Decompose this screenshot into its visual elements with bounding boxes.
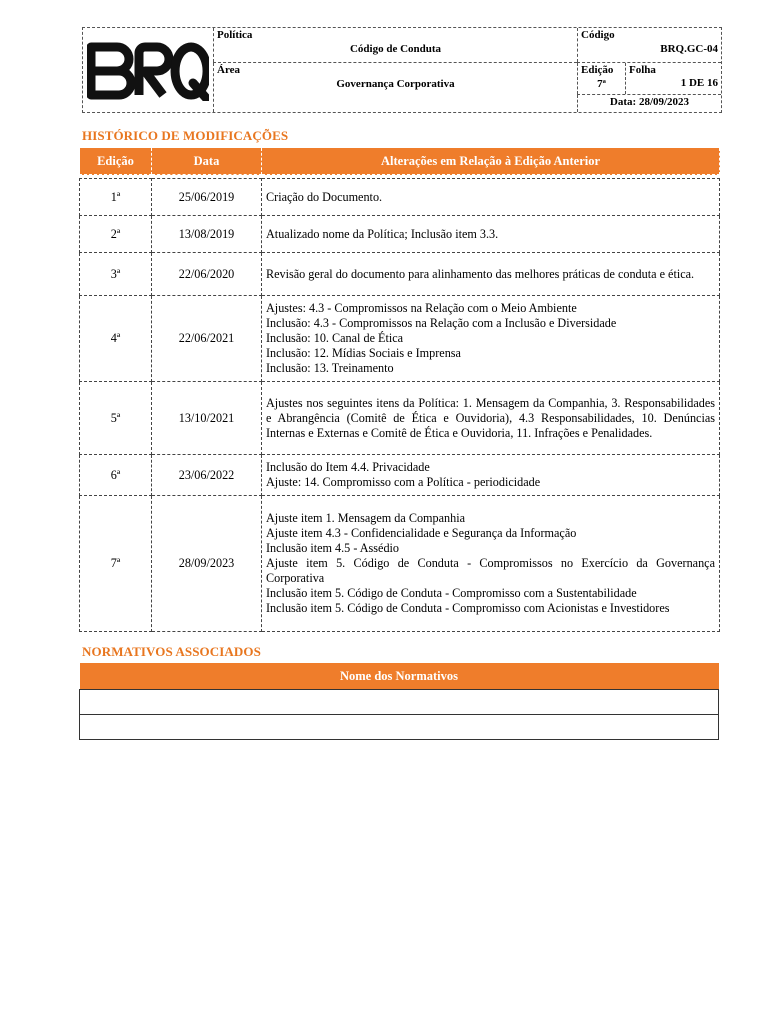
alteracao-line: Ajustes nos seguintes itens da Política: 1. Mensagem da Companhia, 3. Responsabilidades e Abrangência (Comitê de Ética e Ouvidoria), 4.3 Responsabilidades, 10. Denúncias Internas e Externas e Comitê de Ética e Ouvidoria, 11. Infrações e Penalidades. (266, 395, 715, 440)
col-header-nome-normativos: Nome dos Normativos (80, 663, 719, 690)
politica-value: Código de Conduta (349, 43, 442, 55)
edicao-cell: 4ª (80, 296, 152, 382)
alteracoes-cell (262, 455, 720, 496)
normativos-cell (80, 715, 719, 740)
normativos-title: NORMATIVOS ASSOCIADOS (82, 644, 261, 659)
history-table (79, 148, 720, 632)
alteracoes-cell (262, 253, 720, 296)
normativos-row (80, 715, 719, 740)
brq-logo-graphic (87, 39, 209, 101)
data-cell: 22/06/2021 (152, 296, 262, 382)
normativos-header-row (80, 663, 719, 690)
alteracao-line: Inclusão item 4.5 - Assédio (266, 541, 400, 555)
folha-label: Folha (629, 64, 656, 76)
codigo-cell (577, 28, 721, 62)
history-header-row (80, 148, 720, 175)
data-cell: 23/06/2022 (152, 455, 262, 496)
politica-cell (213, 28, 577, 62)
alteracao-line: Inclusão item 5. Código de Conduta - Compromisso com a Sustentabilidade (266, 586, 637, 600)
alteracao-line: Ajuste item 4.3 - Confidencialidade e Segurança da Informação (266, 526, 577, 540)
alteracoes-cell (262, 382, 720, 455)
alteracao-line: Inclusão: 4.3 - Compromissos na Relação com a Inclusão e Diversidade (266, 316, 617, 330)
edicao-cell: 7ª (80, 496, 152, 632)
history-row (80, 179, 720, 216)
edicao-cell: 6ª (80, 455, 152, 496)
data-cell: 22/06/2020 (152, 253, 262, 296)
alteracao-line: Revisão geral do documento para alinhamento das melhores práticas de conduta e ética. (266, 266, 695, 281)
edicao-cell: 2ª (80, 216, 152, 253)
history-row (80, 296, 720, 382)
alteracoes-cell (262, 179, 720, 216)
data-cell: 13/08/2019 (152, 216, 262, 253)
history-row (80, 455, 720, 496)
history-row (80, 216, 720, 253)
history-row (80, 382, 720, 455)
history-row (80, 253, 720, 296)
codigo-label: Código (581, 29, 615, 41)
alteracao-line: Ajuste item 1. Mensagem da Companhia (266, 511, 466, 525)
data-value: Data: 28/09/2023 (609, 96, 690, 108)
alteracoes-cell (262, 296, 720, 382)
edicao-cell: 3ª (80, 253, 152, 296)
edicao-cell: 5ª (80, 382, 152, 455)
document-header (82, 27, 722, 113)
area-cell (213, 63, 577, 112)
alteracao-line: Criação do Documento. (266, 189, 383, 204)
data-cell: 13/10/2021 (152, 382, 262, 455)
edicao-cell (577, 63, 625, 94)
politica-label: Política (217, 29, 253, 41)
normativos-cell (80, 690, 719, 715)
alteracao-line: Ajustes: 4.3 - Compromissos na Relação com o Meio Ambiente (266, 301, 577, 315)
normativos-row (80, 690, 719, 715)
history-title: HISTÓRICO DE MODIFICAÇÕES (82, 128, 289, 143)
col-header-edicao: Edição (80, 148, 152, 175)
data-cell: 28/09/2023 (152, 496, 262, 632)
alteracao-line: Inclusão: 13. Treinamento (266, 361, 394, 375)
alteracoes-cell (262, 216, 720, 253)
edicao-value: 7ª (597, 78, 606, 90)
area-value: Governança Corporativa (336, 78, 455, 90)
codigo-value: BRQ.GC-04 (660, 43, 718, 55)
history-row (80, 496, 720, 632)
alteracao-line: Atualizado nome da Política; Inclusão item 3.3. (266, 226, 499, 241)
folha-cell (625, 63, 721, 94)
alteracao-line: Inclusão item 5. Código de Conduta - Compromisso com Acionistas e Investidores (266, 601, 670, 615)
alteracoes-cell (262, 496, 720, 632)
alteracao-line: Inclusão: 10. Canal de Ética (266, 331, 404, 345)
normativos-table (79, 663, 719, 740)
data-cell: 25/06/2019 (152, 179, 262, 216)
alteracao-line: Ajuste item 5. Código de Conduta - Compromissos no Exercício da Governança Corporativa (266, 556, 715, 585)
alteracao-line: Inclusão: 12. Mídias Sociais e Imprensa (266, 346, 461, 360)
alteracao-line: Inclusão do Item 4.4. Privacidade (266, 460, 430, 474)
folha-value: 1 DE 16 (680, 77, 718, 89)
col-header-alteracoes: Alterações em Relação à Edição Anterior (262, 148, 720, 175)
area-label: Área (217, 64, 241, 76)
data-cell (577, 95, 721, 112)
brq-logo (83, 28, 213, 112)
edicao-label: Edição (581, 64, 614, 76)
col-header-data: Data (152, 148, 262, 175)
edicao-cell: 1ª (80, 179, 152, 216)
alteracao-line: Ajuste: 14. Compromisso com a Política - periodicidade (266, 475, 541, 489)
